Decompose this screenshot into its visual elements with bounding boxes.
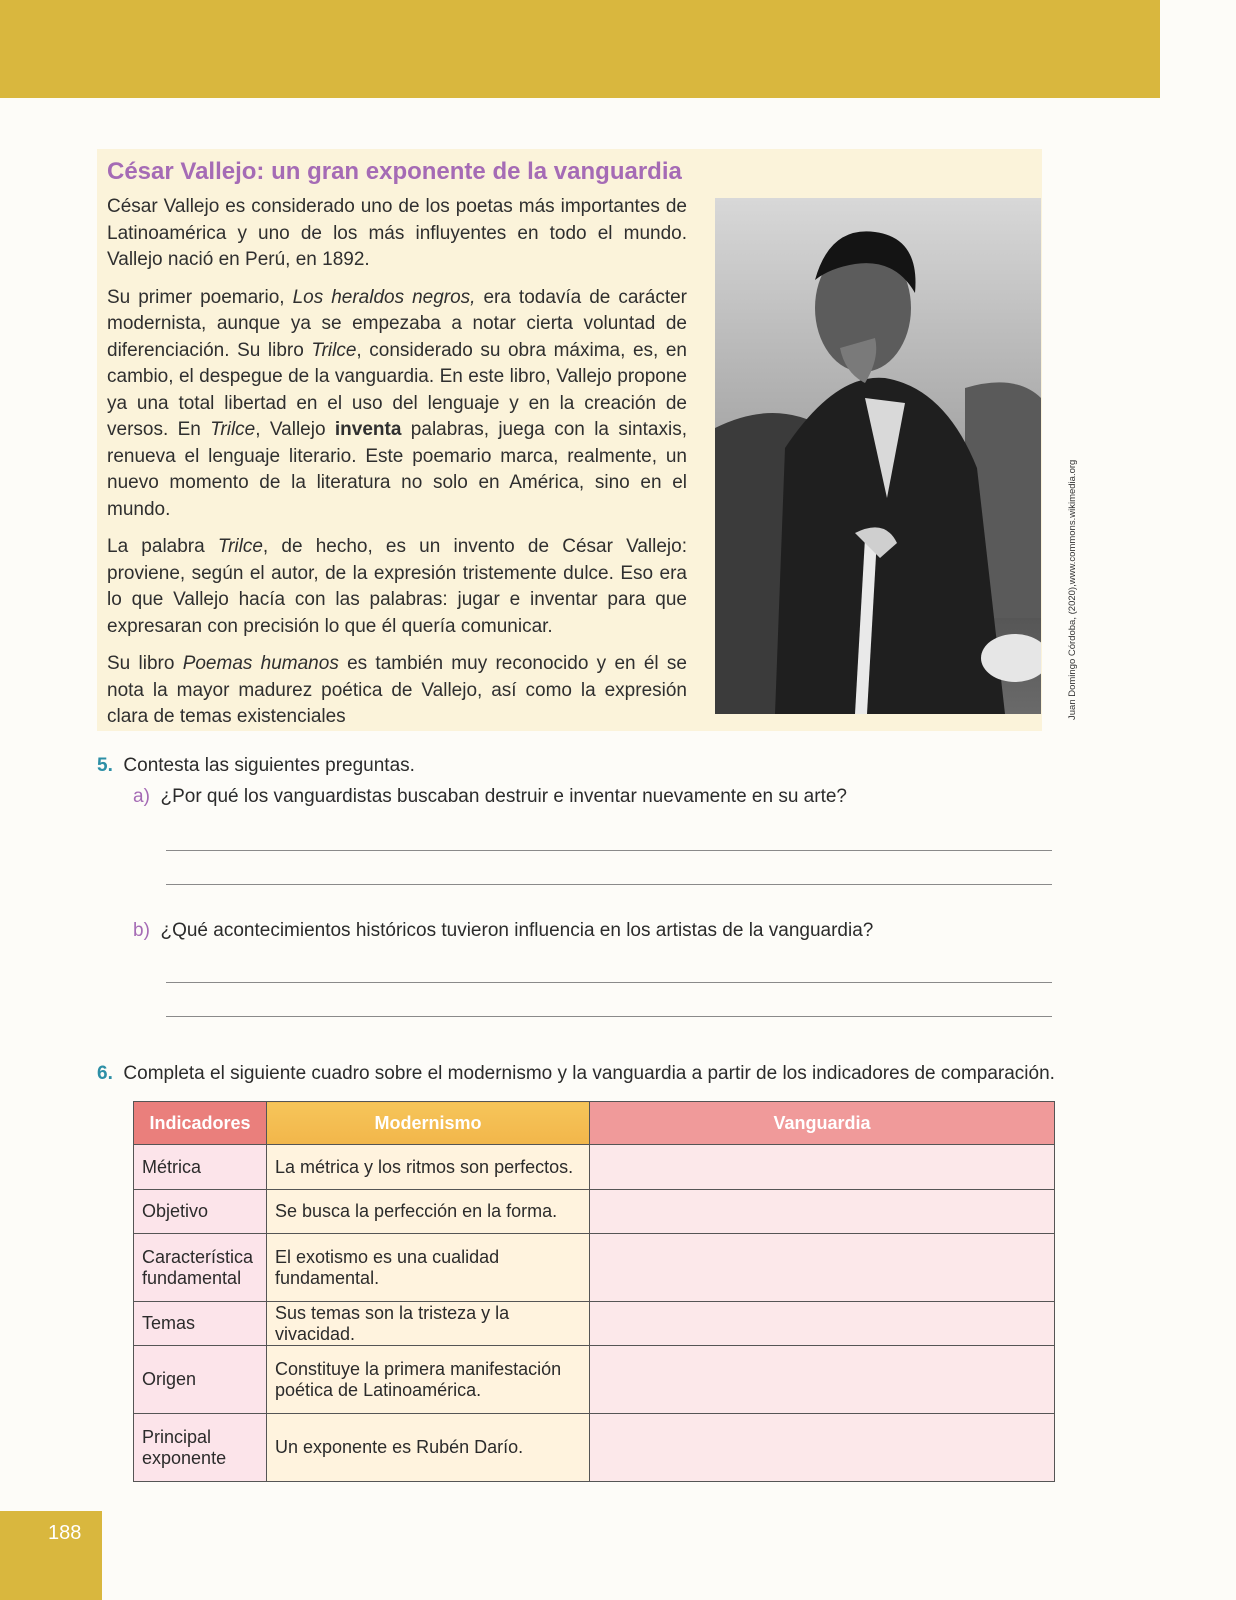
item-letter: a) [133, 786, 150, 807]
table-row [134, 1190, 1055, 1234]
paragraph-2 [107, 285, 687, 524]
cell-modernismo: Constituye la primera manifestación poética de Latinoamérica. [267, 1346, 590, 1414]
top-band-edge [1148, 0, 1160, 60]
question-5a [133, 786, 847, 808]
text-span: palabras, juega con la sintaxis, renueva el lenguaje literario. Este poemario marca, realmente, un nuevo momento de la literatura no solo en América, sino en el mundo. [107, 419, 687, 520]
cell-modernismo: Sus temas son la tristeza y la vivacidad. [267, 1302, 590, 1346]
question-5 [97, 755, 415, 777]
table-header-row [134, 1102, 1055, 1145]
photo-credit: Juan Domingo Córdoba, (2020),www.commons.wikimedia.org [1067, 459, 1078, 720]
question-text: ¿Por qué los vanguardistas buscaban destruir e inventar nuevamente en su arte? [160, 786, 847, 807]
book-title-trilce: Trilce [210, 419, 256, 440]
table-row [134, 1414, 1055, 1482]
paragraph-1: César Vallejo es considerado uno de los poetas más importantes de Latinoamérica y uno de los más influyentes en todo el mundo. Vallejo nació en Perú, en 1892. [107, 196, 687, 270]
instruction-text: el siguiente cuadro sobre el modernismo y la vanguardia a partir de los indicadores de comparación. [204, 1063, 1055, 1084]
answer-line[interactable] [166, 982, 1052, 983]
header-modernismo: Modernismo [267, 1102, 590, 1145]
text-span: Su libro [107, 653, 183, 674]
book-title-heraldos: Los heraldos negros, [292, 286, 476, 308]
question-number: 6. [97, 1063, 113, 1084]
cell-vanguardia-answer[interactable] [590, 1234, 1055, 1302]
cell-indicator: Objetivo [134, 1190, 267, 1234]
cell-modernismo: Un exponente es Rubén Darío. [267, 1414, 590, 1482]
cell-modernismo: La métrica y los ritmos son perfectos. [267, 1145, 590, 1190]
text-span: , considerado su obra máxima, es, en cambio, el despegue de la vanguardia. En este libro, Vallejo propone ya una total libertad en el uso del lenguaje y en la creación de versos. En [107, 339, 687, 440]
answer-line[interactable] [166, 1016, 1052, 1017]
item-letter: b) [133, 920, 150, 941]
table-row [134, 1234, 1055, 1302]
book-title-poemas: Poemas humanos [182, 653, 339, 674]
instruction-text: las siguientes preguntas. [199, 755, 415, 776]
page-number: 188 [48, 1522, 82, 1544]
text-span: , Vallejo [255, 419, 335, 440]
table-row [134, 1145, 1055, 1190]
book-title-trilce: Trilce [217, 536, 263, 557]
text-span: es también muy reconocido y en él se nota la mayor madurez poética de Vallejo, así como la expresión clara de temas existenciales [107, 653, 687, 727]
text-span: Su primer poemario, [107, 286, 293, 308]
text-span: , de hecho, es un invento de César Vallejo: proviene, según el autor, de la expresión tristemente dulce. Eso era lo que Vallejo hacía con las palabras: jugar e inventar para que expresaran con precisión lo que él quería comunicar. [107, 536, 687, 637]
header-indicadores: Indicadores [134, 1102, 267, 1145]
question-number: 5. [97, 755, 113, 776]
cell-vanguardia-answer[interactable] [590, 1145, 1055, 1190]
paragraph-3 [107, 534, 687, 640]
cell-indicator: Temas [134, 1302, 267, 1346]
answer-line[interactable] [166, 884, 1052, 885]
cell-vanguardia-answer[interactable] [590, 1190, 1055, 1234]
info-title: César Vallejo: un gran exponente de la vanguardia [107, 158, 682, 185]
bold-word: inventa [334, 419, 402, 440]
table-row [134, 1346, 1055, 1414]
comparison-table [133, 1101, 1055, 1482]
text-span: era todavía de carácter modernista, aunque ya se empezaba a notar cierta voluntad de diferenciación. Su libro [107, 286, 687, 361]
vallejo-portrait-photo [715, 198, 1041, 714]
cell-indicator: Origen [134, 1346, 267, 1414]
question-text: ¿Qué acontecimientos históricos tuvieron influencia en los artistas de la vanguardia? [160, 920, 874, 941]
book-title-trilce: Trilce [311, 339, 357, 361]
paragraph-4 [107, 651, 687, 731]
table-row [134, 1302, 1055, 1346]
header-vanguardia: Vanguardia [590, 1102, 1055, 1145]
cell-vanguardia-answer[interactable] [590, 1302, 1055, 1346]
text-span: La palabra [107, 536, 218, 557]
cell-indicator: Característica fundamental [134, 1234, 267, 1302]
info-text [107, 194, 687, 742]
question-6 [97, 1063, 1055, 1085]
instruction-verb: Contesta [123, 755, 200, 776]
answer-line[interactable] [166, 850, 1052, 851]
portrait-illustration [715, 198, 1041, 714]
instruction-verb: Completa [123, 1063, 205, 1084]
cell-modernismo: El exotismo es una cualidad fundamental. [267, 1234, 590, 1302]
cell-indicator: Métrica [134, 1145, 267, 1190]
cell-vanguardia-answer[interactable] [590, 1414, 1055, 1482]
question-5b [133, 920, 873, 942]
cell-vanguardia-answer[interactable] [590, 1346, 1055, 1414]
cell-indicator: Principal exponente [134, 1414, 267, 1482]
top-color-band [0, 0, 1160, 98]
cell-modernismo: Se busca la perfección en la forma. [267, 1190, 590, 1234]
